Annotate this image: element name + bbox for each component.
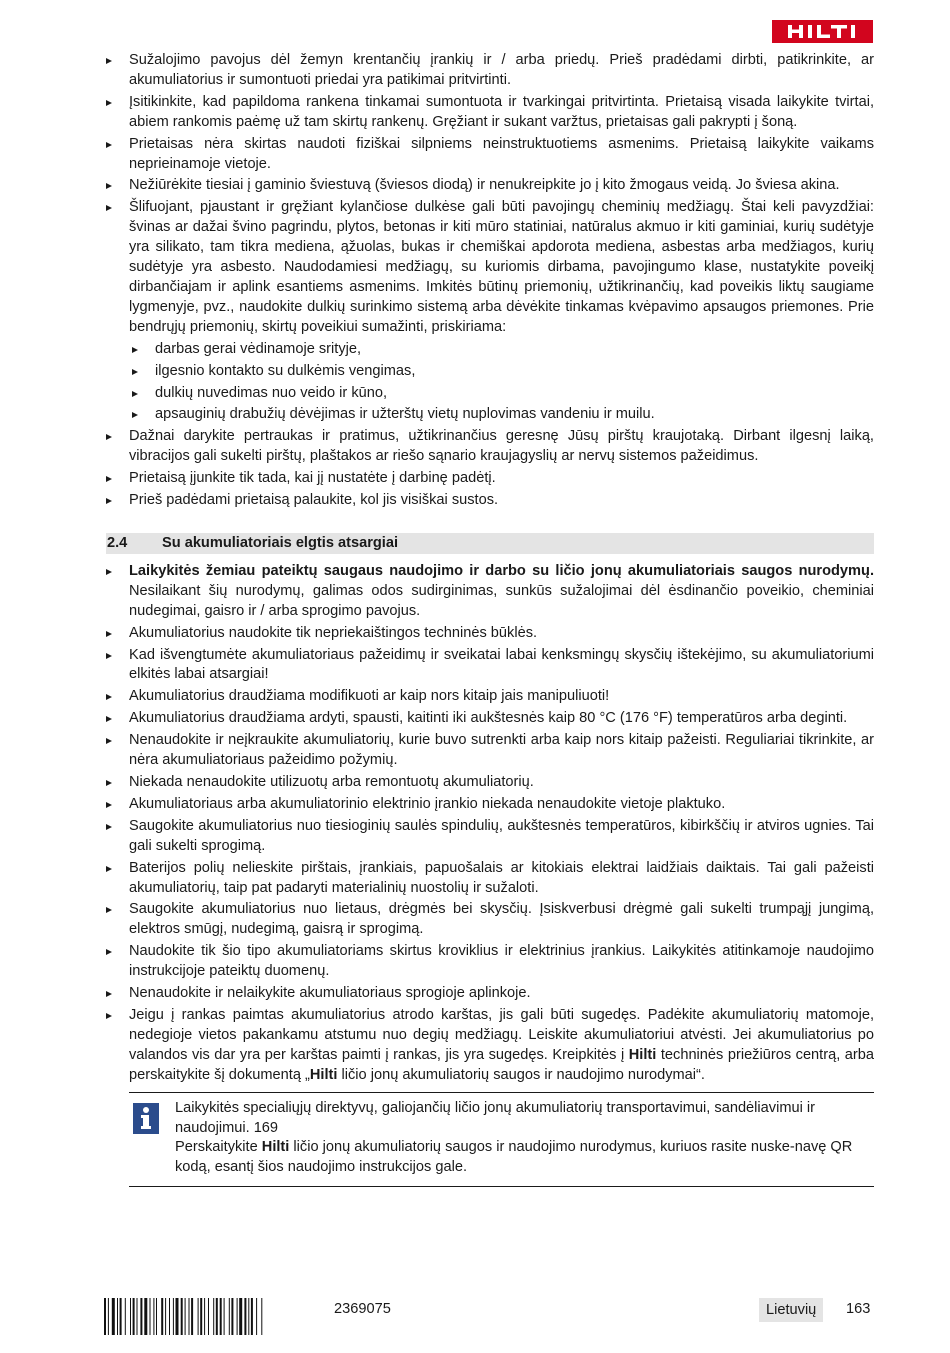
list-item: Saugokite akumuliatorius nuo lietaus, drėgmės bei skysčių. Įsiskverbusi drėgmė gali sukelti trumpąjį jungimą, elektros smūgį, nudegimą, gaisrą ir sprogimą. xyxy=(106,900,874,940)
list-item: Nenaudokite ir nelaikykite akumuliatoriaus sprogioje aplinkoje. xyxy=(106,984,874,1004)
note-line: Perskaitykite Hilti ličio jonų akumuliatorių saugos ir naudojimo nurodymus, kuriuos rasite nuske-navę QR kodą, esantį šios naudojimo instrukcijos gale. xyxy=(175,1139,853,1176)
section-number: 2.4 xyxy=(107,534,128,551)
list-item: Saugokite akumuliatorius nuo tiesioginių saulės spindulių, aukštesnės temperatūros, kibirkščių ir atviros ugnies. Tai gali sukelti sprogimą. xyxy=(106,817,874,857)
triangle-bullet-icon xyxy=(106,824,112,830)
triangle-bullet-icon xyxy=(132,391,138,397)
sub-list-item: darbas gerai vėdinamoje srityje, xyxy=(129,340,874,360)
note-line: Laikykitės specialiųjų direktyvų, galiojančių ličio jonų akumuliatorių transportavimui, sandėliavimui ir naudojimui. 169 xyxy=(175,1099,815,1136)
triangle-bullet-icon xyxy=(106,434,112,440)
info-icon xyxy=(133,1103,159,1134)
list-item: Nežiūrėkite tiesiai į gaminio šviestuvą (šviesos diodą) ir nenukreipkite jo į kito žmogaus veidą. Jo šviesa akina. xyxy=(106,176,874,196)
triangle-bullet-icon xyxy=(106,476,112,482)
triangle-bullet-icon xyxy=(132,347,138,353)
triangle-bullet-icon xyxy=(106,802,112,808)
triangle-bullet-icon xyxy=(106,100,112,106)
triangle-bullet-icon xyxy=(132,369,138,375)
warning-bold-text: Laikykitės žemiau pateiktų saugaus naudojimo ir darbo su ličio jonų akumuliatoriais saugos nurodymų. xyxy=(129,562,874,579)
list-item: Niekada nenaudokite utilizuotų arba remontuotų akumuliatorių. xyxy=(106,773,874,793)
list-item: Įsitikinkite, kad papildoma rankena tinkamai sumontuota ir tvarkingai pritvirtinta. Prietaisą visada laikykite tvirtai, abiem rankomis paėmę už tam skirtų rankenų. Gręžiant ir sukant varžtus, prietaisas gali pakrypti į šoną. xyxy=(106,93,874,133)
list-item: Laikykitės žemiau pateiktų saugaus naudojimo ir darbo su ličio jonų akumuliatoriais saugos nurodymų. Nesilaikant šių nurodymų, galimas odos sudirginimas, sunkūs sužalojimai dėl ėsdinančio poveikio, cheminiai nudegimai, gaisro ir / arba sprogimo pavojus. xyxy=(106,562,874,622)
list-item: Prietaisas nėra skirtas naudoti fiziškai silpniems neinstruktuotiems asmenims. Prietaisą laikykite vaikams neprieinamoje vietoje. xyxy=(106,135,874,175)
list-item: Sužalojimo pavojus dėl žemyn krentančių įrankių ir / arba priedų. Prieš pradėdami dirbti, patikrinkite, ar akumuliatorius ir sumontuoti priedai yra patikimai pritvirtinti. xyxy=(106,51,874,91)
list-item: Prieš padėdami prietaisą palaukite, kol jis visiškai sustos. xyxy=(106,491,874,511)
triangle-bullet-icon xyxy=(106,1013,112,1019)
triangle-bullet-icon xyxy=(106,694,112,700)
list-item: Nenaudokite ir neįkraukite akumuliatorių, kurie buvo sutrenkti arba kaip nors kitaip pažeisti. Reguliariai tikrinkite, ar nėra akumuliatoriaus pažeidimo požymių. xyxy=(106,731,874,771)
list-item: Dažnai darykite pertraukas ir pratimus, užtikrinančius geresnę Jūsų pirštų kraujotaką. Dirbant ilgesnį laiką, vibracijos gali sukelti pirštų, plaštakos ar riešo sąnario kraujagyslių ar nervų sistemos pažeidimus. xyxy=(106,427,874,467)
sub-list-item: dulkių nuvedimas nuo veido ir kūno, xyxy=(129,384,874,404)
hilti-logo xyxy=(772,20,873,43)
info-note xyxy=(129,1092,874,1188)
triangle-bullet-icon xyxy=(106,866,112,872)
list-item: Akumuliatorius draudžiama modifikuoti ar kaip nors kitaip jais manipuliuoti! xyxy=(106,687,874,707)
list-item: Baterijos polių nelieskite pirštais, įrankiais, papuošalais ar kitokiais elektrai laidžiais daiktais. Tai gali pažeisti akumuliatorių, taip pat padaryti materialinių nuostolių ir sužaloti. xyxy=(106,859,874,899)
sub-list-item: ilgesnio kontakto su dulkėmis vengimas, xyxy=(129,362,874,382)
triangle-bullet-icon xyxy=(106,991,112,997)
triangle-bullet-icon xyxy=(106,907,112,913)
document-body xyxy=(106,51,874,1187)
triangle-bullet-icon xyxy=(106,716,112,722)
triangle-bullet-icon xyxy=(106,498,112,504)
sub-list-item: apsauginių drabužių dėvėjimas ir užterštų vietų nuplovimas vandeniu ir muilu. xyxy=(129,405,874,425)
section-heading xyxy=(106,533,874,554)
triangle-bullet-icon xyxy=(106,738,112,744)
document-number: 2369075 xyxy=(334,1301,391,1317)
triangle-bullet-icon xyxy=(106,653,112,659)
triangle-bullet-icon xyxy=(132,412,138,418)
triangle-bullet-icon xyxy=(106,631,112,637)
triangle-bullet-icon xyxy=(106,780,112,786)
list-item: Kad išvengtumėte akumuliatoriaus pažeidimų ir sveikatai labai kenksmingų skysčių ištekėjimo, su akumuliatoriumi elkitės labai atsargiai! xyxy=(106,646,874,686)
barcode xyxy=(104,1298,314,1335)
page-number: 163 xyxy=(846,1301,871,1317)
list-item: Prietaisą įjunkite tik tada, kai jį nustatėte į darbinę padėtį. xyxy=(106,469,874,489)
section-title: Su akumuliatoriais elgtis atsargiai xyxy=(162,534,399,551)
triangle-bullet-icon xyxy=(106,58,112,64)
list-item: Akumuliatorius draudžiama ardyti, spausti, kaitinti iki aukštesnės kaip 80 °C (176 °F) temperatūros arba deginti. xyxy=(106,709,874,729)
triangle-bullet-icon xyxy=(106,569,112,575)
triangle-bullet-icon xyxy=(106,142,112,148)
list-item: Jeigu į rankas paimtas akumuliatorius atrodo karštas, jis gali būti sugedęs. Padėkite akumuliatorių matomoje, nedegioje vietos pakankamu atstumu nuo degių medžiagų. Leiskite akumuliatoriui atvėsti. Jei akumuliatorius po valandos vis dar yra per karštas paimti į rankas, jis yra sugedęs. Kreipkitės į Hilti techninės priežiūros centrą, arba perskaitykite šį dokumentą „Hilti ličio jonų akumuliatorių saugos ir naudojimo nurodymai“. xyxy=(106,1006,874,1086)
triangle-bullet-icon xyxy=(106,949,112,955)
list-item: Akumuliatoriaus arba akumuliatorinio elektrinio įrankio niekada nenaudokite vietoje plaktuko. xyxy=(106,795,874,815)
list-item: Šlifuojant, pjaustant ir gręžiant kylančiose dulkėse gali būti pavojingų cheminių medžiagų. Štai keli pavyzdžiai: švinas ar dažai švino pagrindu, plytos, betonas ir kiti mūro statiniai, natūralus akmuo ir kiti gaminiai, kurių sudėtyje yra silikato, tam tikra mediena, ąžuolas, bukas ir chemiškai apdorota mediena, asbestas arba medžiagos, kurių sudėtyje yra asbesto. Naudodamiesi medžiagų, su kuriomis dirbama, pavojingumo klase, nustatykite poveikį dirbančiajam ir aplink esantiems asmenims. Imkitės būtinų priemonių, užtikrinančių, kad poveikis liktų saugiame lygmenyje, pvz., naudokite dulkių surinkimo sistemą arba dėvėkite tinkamas kvėpavimo apsaugos priemones. Prie bendrųjų priemonių, skirtų poveikiui sumažinti, priskiriama: xyxy=(106,198,874,337)
language-label: Lietuvių xyxy=(759,1298,823,1322)
triangle-bullet-icon xyxy=(106,205,112,211)
list-item: Naudokite tik šio tipo akumuliatoriams skirtus kroviklius ir elektrinius įrankius. Laikykitės atitinkamoje naudojimo instrukcijoje pateiktų duomenų. xyxy=(106,942,874,982)
list-item: Akumuliatorius naudokite tik nepriekaištingos techninės būklės. xyxy=(106,624,874,644)
triangle-bullet-icon xyxy=(106,183,112,189)
